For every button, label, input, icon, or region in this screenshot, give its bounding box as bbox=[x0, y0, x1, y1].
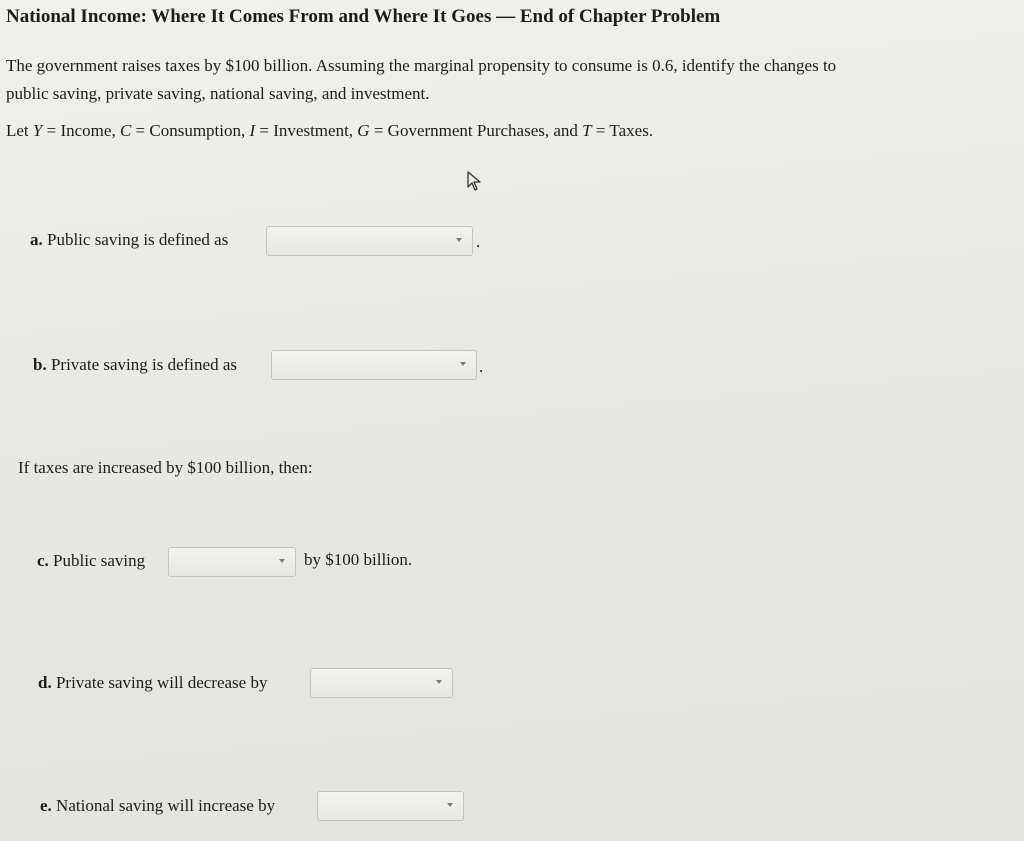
chevron-down-icon bbox=[460, 362, 466, 366]
var-t: T bbox=[582, 121, 592, 140]
question-b-dropdown[interactable] bbox=[271, 350, 477, 380]
chevron-down-icon bbox=[447, 803, 453, 807]
question-e-label bbox=[40, 796, 275, 816]
question-b-label bbox=[33, 355, 237, 375]
question-d-text: Private saving will decrease by bbox=[51, 673, 268, 692]
let-text: Let bbox=[6, 121, 29, 140]
var-y-def: = Income, bbox=[42, 121, 120, 140]
variable-definitions bbox=[6, 121, 653, 141]
question-e-dropdown[interactable] bbox=[317, 791, 464, 821]
question-c-suffix: by $100 billion. bbox=[304, 550, 413, 569]
chevron-down-icon bbox=[456, 238, 462, 242]
question-a-label bbox=[30, 230, 228, 250]
var-c: C bbox=[119, 121, 132, 140]
chevron-down-icon bbox=[436, 680, 442, 684]
prompt-line-2: public saving, private saving, national saving, and investment. bbox=[6, 84, 430, 103]
question-a-letter: a. bbox=[30, 230, 43, 249]
question-c-text: Public saving bbox=[48, 551, 146, 570]
var-i: I bbox=[249, 121, 256, 140]
question-b-letter: b. bbox=[33, 355, 47, 374]
var-i-def: = Investment, bbox=[255, 121, 358, 140]
question-c-label bbox=[37, 551, 145, 571]
var-g: G bbox=[357, 121, 370, 140]
question-a-dropdown[interactable] bbox=[266, 226, 473, 256]
question-a-text: Public saving is defined as bbox=[42, 230, 229, 249]
var-c-def: = Consumption, bbox=[131, 121, 250, 140]
chevron-down-icon bbox=[279, 559, 285, 563]
question-d-letter: d. bbox=[38, 673, 52, 692]
question-a-period: . bbox=[476, 232, 481, 251]
question-e-letter: e. bbox=[40, 796, 52, 815]
var-g-def: = Government Purchases, and bbox=[369, 121, 583, 140]
prompt-line-1: The government raises taxes by $100 billion. Assuming the marginal propensity to consume is 0.6, identify the changes to bbox=[6, 56, 837, 75]
var-y: Y bbox=[32, 121, 43, 140]
intro-text: If taxes are increased by $100 billion, then: bbox=[18, 458, 313, 477]
question-c-letter: c. bbox=[37, 551, 49, 570]
question-d-label bbox=[38, 673, 267, 693]
mouse-pointer-icon bbox=[466, 171, 482, 191]
question-b-text: Private saving is defined as bbox=[46, 355, 237, 374]
page-title: National Income: Where It Comes From and Where It Goes — End of Chapter Problem bbox=[6, 6, 721, 27]
question-c-dropdown[interactable] bbox=[168, 547, 296, 577]
question-e-text: National saving will increase by bbox=[51, 796, 276, 815]
var-t-def: = Taxes. bbox=[591, 121, 654, 140]
question-b-period: . bbox=[479, 357, 484, 376]
question-d-dropdown[interactable] bbox=[310, 668, 453, 698]
